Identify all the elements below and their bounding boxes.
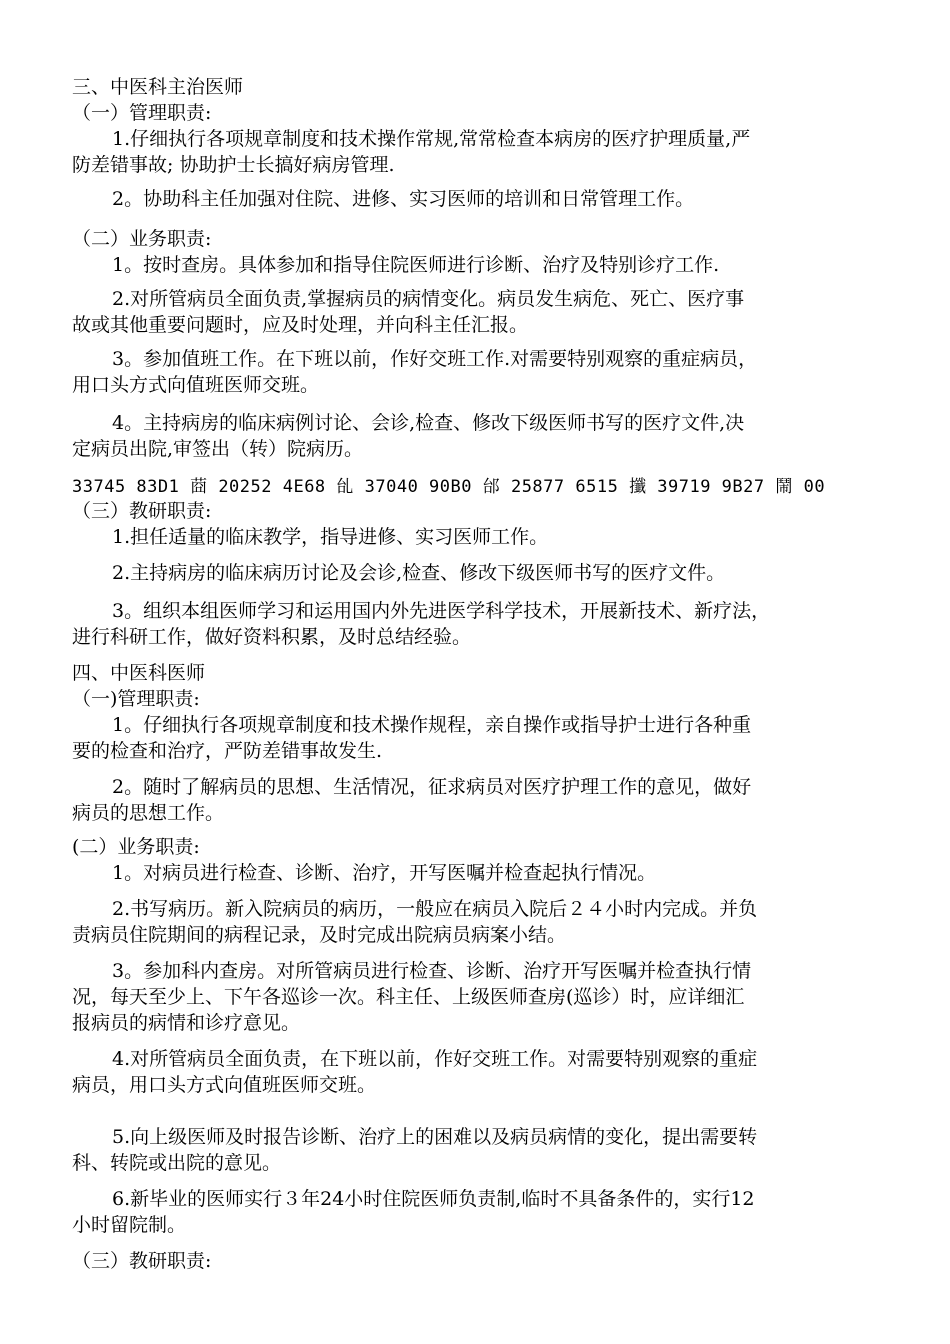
paragraph-line: 小时留院制。 xyxy=(72,1214,187,1236)
paragraph-line: 1.仔细执行各项规章制度和技术操作常规,常常检查本病房的医疗护理质量,严 xyxy=(112,128,751,150)
paragraph-line: 3。参加科内查房。对所管病员进行检查、诊断、治疗开写医嘱并检查执行情 xyxy=(112,960,752,982)
paragraph-line: 2。随时了解病员的思想、生活情况，征求病员对医疗护理工作的意见，做好 xyxy=(112,776,752,798)
paragraph-line: 3。参加值班工作。在下班以前，作好交班工作.对需要特别观察的重症病员， xyxy=(112,348,758,370)
paragraph-line: 4.对所管病员全面负责，在下班以前，作好交班工作。对需要特别观察的重症 xyxy=(112,1048,758,1070)
paragraph-line: 进行科研工作，做好资料积累，及时总结经验。 xyxy=(72,626,472,648)
paragraph-line: 2.书写病历。新入院病员的病历，一般应在病员入院后２４小时内完成。并负 xyxy=(112,898,758,920)
paragraph-line: 1.担任适量的临床教学，指导进修、实习医师工作。 xyxy=(112,526,549,548)
paragraph-line: 病员，用口头方式向值班医师交班。 xyxy=(72,1074,377,1096)
subsection-heading: （二）业务职责: xyxy=(72,228,212,250)
subsection-heading: （三）教研职责: xyxy=(72,1250,212,1272)
paragraph-line: 要的检查和治疗，严防差错事故发生. xyxy=(72,740,383,762)
paragraph-line: 用口头方式向值班医师交班。 xyxy=(72,374,320,396)
paragraph-line: 况，每天至少上、下午各巡诊一次。科主任、上级医师查房(巡诊）时，应详细汇 xyxy=(72,986,745,1008)
paragraph-line: 1。按时查房。具体参加和指导住院医师进行诊断、治疗及特别诊疗工作. xyxy=(112,254,720,276)
paragraph-line: 4。主持病房的临床病例讨论、会诊,检查、修改下级医师书写的医疗文件,决 xyxy=(112,412,745,434)
paragraph-line: 2。协助科主任加强对住院、进修、实习医师的培训和日常管理工作。 xyxy=(112,188,695,210)
paragraph-line: 3。组织本组医师学习和运用国内外先进医学科学技术，开展新技术、新疗法， xyxy=(112,600,771,622)
paragraph-line: 1。仔细执行各项规章制度和技术操作规程，亲自操作或指导护士进行各种重 xyxy=(112,714,752,736)
paragraph-line: 1。对病员进行检查、诊断、治疗，开写医嘱并检查起执行情况。 xyxy=(112,862,657,884)
paragraph-line: 责病员住院期间的病程记录，及时完成出院病员病案小结。 xyxy=(72,924,567,946)
paragraph-line: 5.向上级医师及时报告诊断、治疗上的困难以及病员病情的变化，提出需要转 xyxy=(112,1126,758,1148)
section-heading: 四、中医科医师 xyxy=(72,662,206,684)
paragraph-line: 故或其他重要问题时，应及时处理，并向科主任汇报。 xyxy=(72,314,529,336)
encoding-artifact-line: 33745 83D1 莔 20252 4E68 乨 37040 90B0 邰 25877 6515 攕 39719 9B27 鬧 00 xyxy=(72,477,826,497)
paragraph-line: 科、转院或出院的意见。 xyxy=(72,1152,282,1174)
paragraph-line: 报病员的病情和诊疗意见。 xyxy=(72,1012,301,1034)
subsection-heading: （一)管理职责: xyxy=(72,688,200,710)
paragraph-line: 6.新毕业的医师实行３年24小时住院医师负责制,临时不具备条件的，实行12 xyxy=(112,1188,755,1210)
paragraph-line: 2.对所管病员全面负责,掌握病员的病情变化。病员发生病危、死亡、医疗事 xyxy=(112,288,745,310)
paragraph-line: 防差错事故; 协助护士长搞好病房管理. xyxy=(72,154,395,176)
subsection-heading: （一）管理职责: xyxy=(72,102,212,124)
paragraph-line: 2.主持病房的临床病历讨论及会诊,检查、修改下级医师书写的医疗文件。 xyxy=(112,562,726,584)
subsection-heading: （三）教研职责: xyxy=(72,500,212,522)
subsection-heading: (二）业务职责: xyxy=(72,836,200,858)
paragraph-line: 病员的思想工作。 xyxy=(72,802,225,824)
section-heading: 三、中医科主治医师 xyxy=(72,76,244,98)
paragraph-line: 定病员出院,审签出（转）院病历。 xyxy=(72,438,364,460)
